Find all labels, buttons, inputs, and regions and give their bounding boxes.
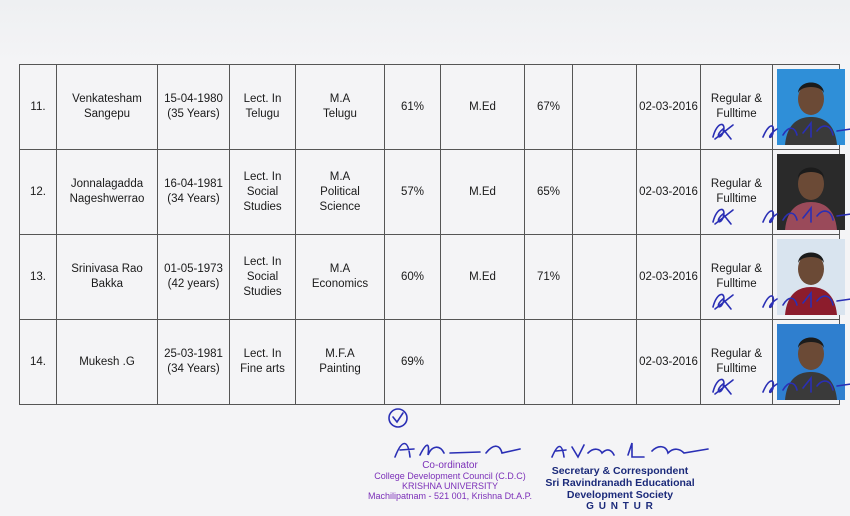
qualification-cell <box>296 150 385 235</box>
designation-line: Studies <box>243 200 282 213</box>
professional-qualification-cell <box>441 150 525 235</box>
name-line: Bakka <box>91 278 123 290</box>
qualification-cell <box>296 235 385 320</box>
qualification-line: Science <box>319 200 361 213</box>
dob-line: 15-04-1980 <box>164 93 223 105</box>
name-cell <box>57 150 158 235</box>
serial-number: 12. <box>30 185 46 198</box>
dob-cell <box>158 65 230 150</box>
blank-cell <box>573 65 637 150</box>
designation-line: Social <box>246 185 279 198</box>
cdc-address: Machilipatnam - 521 001, Krishna Dt.A.P. <box>368 491 532 501</box>
name-line: Venkatesham <box>72 93 142 105</box>
designation-cell <box>230 235 296 320</box>
employment-type-line: Regular & <box>710 93 763 105</box>
joining-date: 02-03-2016 <box>639 270 698 283</box>
staff-photo <box>777 154 845 230</box>
joining-date-cell <box>637 150 701 235</box>
staff-photo <box>777 324 845 400</box>
table-row <box>20 150 840 235</box>
designation-cell <box>230 65 296 150</box>
serial-number-cell <box>20 150 57 235</box>
page-margin <box>0 0 850 64</box>
name-line: Mukesh .G <box>79 355 135 368</box>
table-row <box>20 65 840 150</box>
qualification-line: Painting <box>319 363 361 375</box>
qualification-percent-cell <box>385 235 441 320</box>
name-line: Jonnalagadda <box>70 178 144 190</box>
dob-line: (35 Years) <box>167 108 220 120</box>
cdc-council: College Development Council (C.D.C) <box>374 471 526 481</box>
employment-type-cell <box>701 150 773 235</box>
blank-cell <box>573 320 637 405</box>
qualification-line: M.A <box>329 170 351 183</box>
professional-percent: 71% <box>536 270 561 283</box>
secretary-title: Secretary & Correspondent <box>551 465 689 477</box>
photo-cell <box>773 65 840 150</box>
designation-line: Lect. In <box>243 255 282 268</box>
dob-line: 01-05-1973 <box>164 263 223 275</box>
professional-percent: 65% <box>536 185 561 198</box>
society-city: G U N T U R <box>586 501 654 512</box>
blank-cell <box>573 235 637 320</box>
designation-line: Social <box>246 270 279 283</box>
blank-cell <box>573 150 637 235</box>
dob-line: (34 Years) <box>167 363 220 375</box>
qualification-percent: 60% <box>400 270 425 283</box>
qualification-percent: 57% <box>400 185 425 198</box>
qualification-line: Telugu <box>323 108 357 120</box>
professional-percent-cell <box>525 320 573 405</box>
designation-line: Lect. In <box>243 93 282 105</box>
staff-photo <box>777 239 845 315</box>
qualification-cell <box>296 65 385 150</box>
name-line: Nageshwerrao <box>69 193 145 205</box>
dob-line: 16-04-1981 <box>164 178 223 190</box>
employment-type-line: Fulltime <box>716 108 757 120</box>
serial-number: 13. <box>30 270 46 283</box>
professional-qualification-cell <box>441 65 525 150</box>
society-name-l2: Development Society <box>566 489 674 501</box>
name-line: Srinivasa Rao <box>71 263 143 275</box>
designation-cell <box>230 150 296 235</box>
serial-number: 14. <box>30 355 46 368</box>
designation-line: Telugu <box>245 108 280 120</box>
serial-number-cell <box>20 235 57 320</box>
staff-table <box>19 64 840 405</box>
photo-cell <box>773 150 840 235</box>
qualification-cell <box>296 320 385 405</box>
qualification-line: Political <box>320 185 360 198</box>
secretary-signature-image <box>548 437 718 463</box>
designation-line: Studies <box>243 285 282 298</box>
employment-type-line: Regular & <box>710 263 763 275</box>
joining-date-cell <box>637 320 701 405</box>
serial-number-cell <box>20 65 57 150</box>
employment-type-cell <box>701 235 773 320</box>
designation-line: Lect. In <box>243 170 282 183</box>
dob-cell <box>158 320 230 405</box>
qualification-percent: 69% <box>400 355 425 368</box>
dob-cell <box>158 235 230 320</box>
qualification-line: M.A <box>329 93 351 105</box>
employment-type-line: Fulltime <box>716 363 757 375</box>
qualification-percent-cell <box>385 150 441 235</box>
serial-number: 11. <box>30 100 46 113</box>
professional-qualification: M.Ed <box>469 100 496 113</box>
dob-line: (42 years) <box>167 278 220 290</box>
name-line: Sangepu <box>83 108 131 120</box>
designation-cell <box>230 320 296 405</box>
joining-date-cell <box>637 235 701 320</box>
name-cell <box>57 65 158 150</box>
dob-line: (34 Years) <box>167 193 220 205</box>
qualification-percent-cell <box>385 320 441 405</box>
qualification-percent: 61% <box>400 100 425 113</box>
signatures-footer <box>0 405 850 516</box>
employment-type-cell <box>701 320 773 405</box>
qualification-line: M.F.A <box>325 348 355 360</box>
cdc-title: Co-ordinator <box>422 460 478 471</box>
professional-percent-cell <box>525 65 573 150</box>
professional-percent-cell <box>525 150 573 235</box>
professional-percent-cell <box>525 235 573 320</box>
table-row <box>20 320 840 405</box>
employment-type-line: Regular & <box>710 178 763 190</box>
designation-line: Fine arts <box>240 363 285 375</box>
employment-type-line: Regular & <box>710 348 763 360</box>
staff-photo <box>777 69 845 145</box>
coordinator-signature-image <box>390 435 530 463</box>
serial-number-cell <box>20 320 57 405</box>
secretary-stamp <box>520 465 720 513</box>
joining-date: 02-03-2016 <box>639 100 698 113</box>
dob-line: 25-03-1981 <box>164 348 223 360</box>
name-cell <box>57 235 158 320</box>
dob-cell <box>158 150 230 235</box>
photo-cell <box>773 235 840 320</box>
cdc-university: KRISHNA UNIVERSITY <box>401 481 499 491</box>
tick-mark-icon <box>384 405 414 431</box>
professional-qualification: M.Ed <box>469 185 496 198</box>
name-cell <box>57 320 158 405</box>
employment-type-line: Fulltime <box>716 193 757 205</box>
qualification-line: M.A <box>329 263 351 275</box>
employment-type-line: Fulltime <box>716 278 757 290</box>
table-row <box>20 235 840 320</box>
joining-date: 02-03-2016 <box>639 355 698 368</box>
society-name-l1: Sri Ravindranadh Educational <box>545 477 695 489</box>
joining-date: 02-03-2016 <box>639 185 698 198</box>
qualification-line: Economics <box>311 278 369 290</box>
designation-line: Lect. In <box>243 348 282 360</box>
photo-cell <box>773 320 840 405</box>
qualification-percent-cell <box>385 65 441 150</box>
professional-qualification-cell <box>441 235 525 320</box>
professional-qualification-cell <box>441 320 525 405</box>
professional-percent: 67% <box>536 100 561 113</box>
joining-date-cell <box>637 65 701 150</box>
professional-qualification: M.Ed <box>469 270 496 283</box>
employment-type-cell <box>701 65 773 150</box>
